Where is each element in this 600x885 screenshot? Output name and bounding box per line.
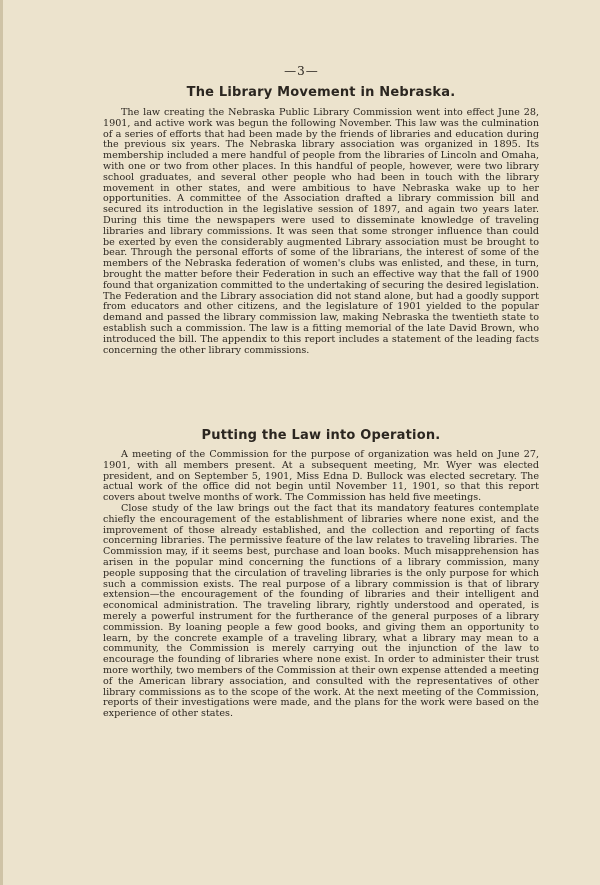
- paragraph: A meeting of the Commission for the purpose of organization was held on June 27, 1901, with all members present. At a subsequent meeting, Mr. Wyer was elected president, and on September 5, 1901, Miss Edna D. Bullock was elected secretary. The actual work of the office did not begin until November 11, 1901, so that this report covers about twelve months of work. The Commission has held five meetings.: [103, 449, 539, 504]
- paragraph: The law creating the Nebraska Public Library Commission went into effect June 28, 1901, and active work was begun the following November. This law was the culmination of a series of efforts that had been made by the friends of libraries and education during the previous six years. The Nebraska library association was organized in 1895. Its membership included a mere handful of people from the libraries of Lincoln and Omaha, with one or two from other places. In this handful of people, however, were two library school graduates, and several other people who had been in touch with the library movement in other states, and were ambitious to have Nebraska wake up to her opportunities. A committee of the Association drafted a library commission bill and secured its introduction in the legislative session of 1897, and again two years later. During this time the newspapers were used to disseminate knowledge of traveling libraries and library commissions. It was seen that some stronger influence than could be exerted by even the considerably augmented Library association must be brought to bear. Through the personal efforts of some of the librarians, the interest of some of the members of the Nebraska federation of women's clubs was enlisted, and these, in turn, brought the matter before their Federation in such an effective way that the fall of 1900 found that organization committed to the undertaking of securing the desired legislation. The Federation and the Library association did not stand alone, but had a goodly support from educators and other citizens, and the legislature of 1901 yielded to the popular demand and passed the library commission law, making Nebraska the twentieth state to establish such a commission. The law is a fitting memorial of the late David Brown, who introduced the bill. The appendix to this report includes a statement of the leading facts concerning the other library commissions.: [103, 107, 539, 356]
- section-title: Putting the Law into Operation.: [201, 428, 441, 443]
- paragraph: Close study of the law brings out the fact that its mandatory features contemplate chiefly the encouragement of the establishment of libraries where none exist, and the improvement of those already established, and the collection and reporting of facts concerning libraries. The permissive feature of the law relates to traveling libraries. The Commission may, if it seems best, purchase and loan books. Much misapprehension has arisen in the popular mind concerning the functions of a library commission, many people supposing that the circulation of traveling libraries is the only purpose for which such a commission exists. The real purpose of a library commission is that of library extension—the encouragement of the founding of libraries and their intelligent and economical administration. The traveling library, rightly understood and operated, is merely a powerful instrument for the furtherance of the general purposes of a library commission. By loaning people a few good books, and giving them an opportunity to learn, by the concrete example of a traveling library, what a library may mean to a community, the Commission is merely carrying out the injunction of the law to encourage the founding of libraries where none exist. In order to administer their trust more worthily, two members of the Commission at their own expense attended a meeting of the American library association, and consulted with the representatives of other library commissions as to the scope of the work. At the next meeting of the Commission, reports of their investigations were made, and the plans for the work were based on the experience of other states.: [103, 502, 539, 720]
- section-title: The Library Movement in Nebraska.: [186, 85, 456, 100]
- section-library-movement: [103, 84, 539, 356]
- page-number: —3—: [284, 64, 319, 78]
- section-putting-law-into-operation: [103, 427, 539, 720]
